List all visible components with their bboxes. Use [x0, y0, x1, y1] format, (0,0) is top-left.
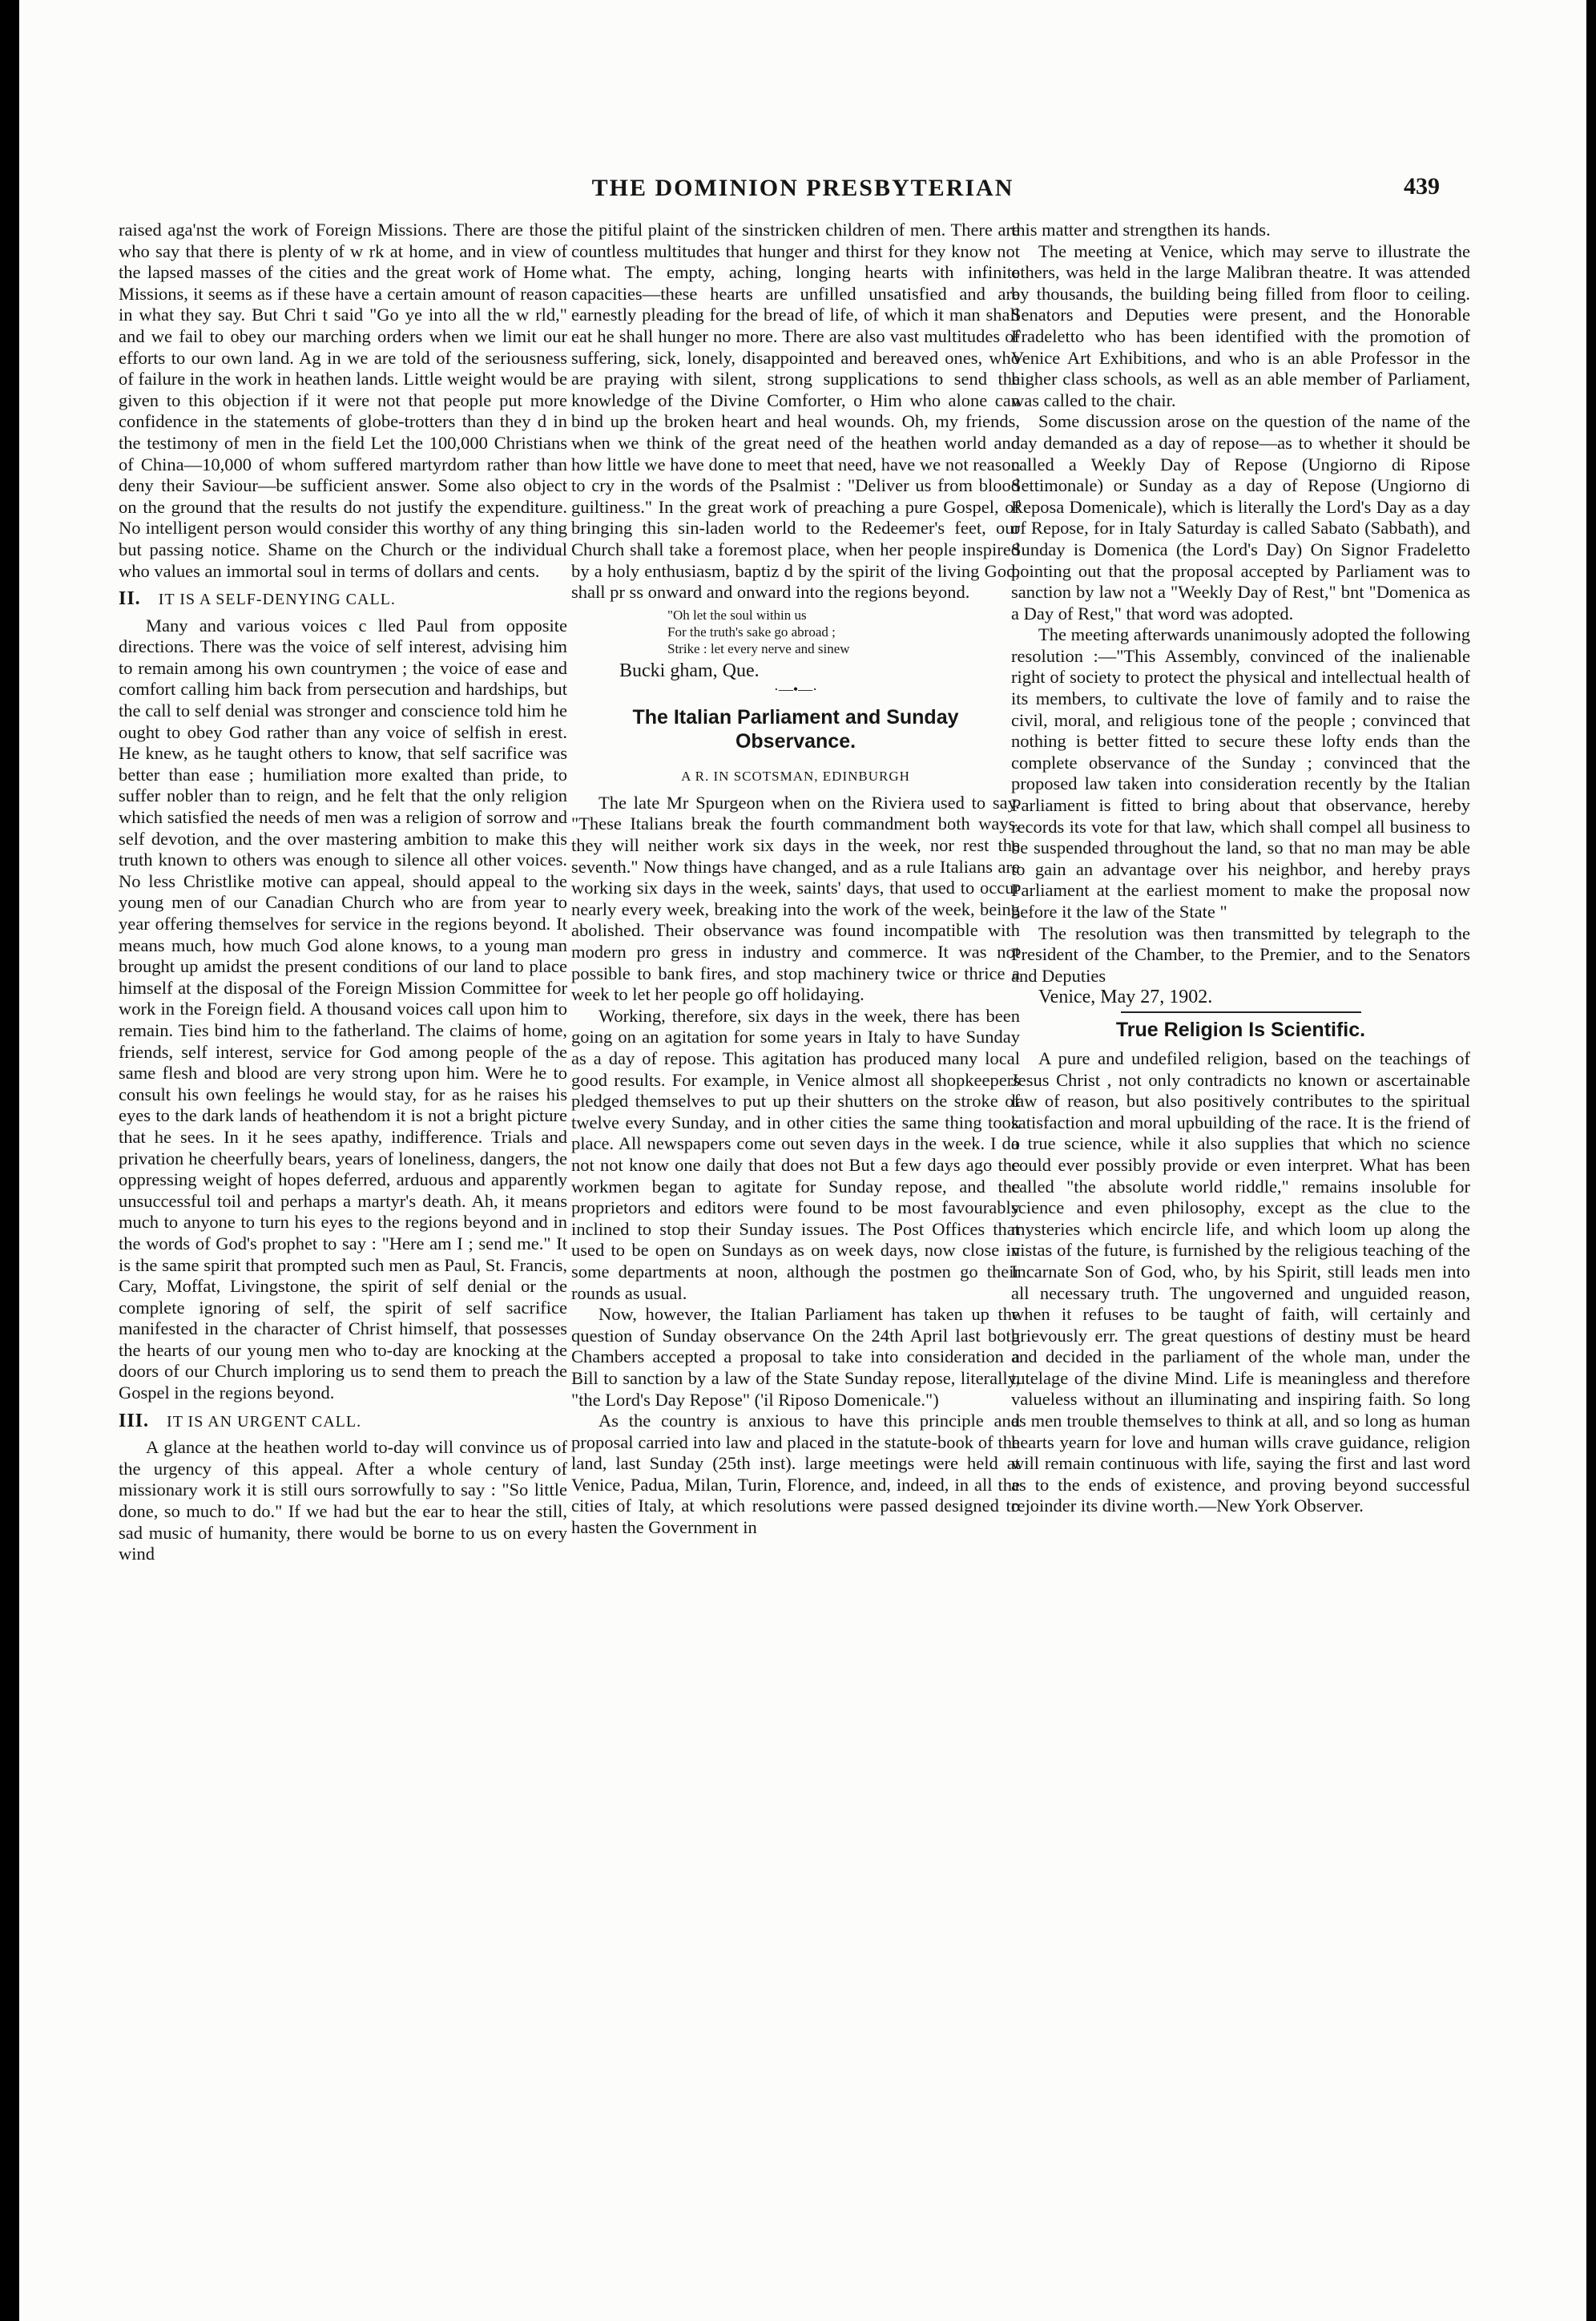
- paragraph: The meeting at Venice, which may serve to illustrate the others, was held in the large Malibran theatre. It was attended by thousands, the building being filled from floor to ceiling. Senators and Deputies were present, and the Honorable Fradeletto who has been identified with the promotion of Venice Art Exhibitions, and who is an able Professor in the higher class schools, as well as an able member of Parliament, was called to the chair.: [1011, 240, 1470, 410]
- paragraph: Some discussion arose on the question of the name of the day demanded as a day of repose—as to whether it should be called a Weekly Day of Repose (Ungiorno di Ripose Settimonale) or Sunday as a day of Repose (Ungiorno di Reposa Domenicale), which is literally the Lord's Day as a day of Repose, for in Italy Saturday is called Sabato (Sabbath), and Sunday is Domenica (the Lord's Day) On Signor Fradeletto pointing out that the proposal accepted by Parliament was to sanction by law not a "Weekly Day of Rest," bnt "Domenica as a Day of Rest," that word was adopted.: [1011, 411, 1470, 624]
- paragraph: this matter and strengthen its hands.: [1011, 220, 1271, 240]
- paragraph: The late Mr Spurgeon when on the Riviera used to say. "These Italians break the fourth commandment both ways, they will neither work six days in the week, nor rest the seventh." Now things have changed, and as a rule Italians are working six days in the week, saints' days, that used to occur nearly every week, breaking into the work of the week, being abolished. Their observance was found incompatible with modern pro gress in industry and commerce. It was not possible to bank fires, and stop machinery twice or thrice a week to let her people go off holidaying.: [571, 792, 1020, 1005]
- byline: A R. IN SCOTSMAN, EDINBURGH: [681, 769, 910, 785]
- section-number: III.: [119, 1410, 150, 1431]
- section-title: IT IS AN URGENT CALL.: [167, 1412, 362, 1431]
- section-number: II.: [119, 588, 141, 610]
- paragraph: A glance at the heathen world to-day will convince us of the urgency of this appeal. After a whole century of missionary work it is still ours sorrowfully to say : "So little done, so much to do." If we had but the ear to hear the still, sad music of humanity, there would be borne to us on every wind: [119, 1437, 567, 1564]
- paragraph: Working, therefore, six days in the week, there has been going on an agitation for some years in Italy to have Sunday as a day of repose. This agitation has produced many local good results. For example, in Venice almost all shopkeepers pledged themselves to put up their shutters on the stroke of twelve every Sunday, and in other cities the same thing took place. All newspapers come out seven days in the week. I do not not know one daily that does not But a few days ago the workmen began to agitate for Sunday repose, and the proprietors and editors were found to be most favourably inclined to stop their Sunday issues. The Post Offices that used to be open on Sundays as on week days, now close in some departments at noon, although the postmen go their rounds as usual.: [571, 1005, 1020, 1303]
- verse-line: "Oh let the soul within us: [667, 607, 807, 623]
- section-heading: [119, 1411, 567, 1433]
- ornament-divider: ·—•—·: [773, 681, 818, 698]
- column-3: [1011, 220, 1470, 2255]
- verse-line: Strike : let every nerve and sinew: [667, 640, 850, 656]
- section-title: IT IS A SELF-DENYING CALL.: [158, 591, 396, 609]
- page-header: [19, 175, 1586, 207]
- verse-line: For the truth's sake go abroad ;: [667, 624, 836, 640]
- article-title: True Religion Is Scientific.: [1115, 1018, 1366, 1041]
- column-1: [119, 220, 567, 2255]
- verse-quote: [667, 607, 1020, 657]
- paragraph: raised aga'nst the work of Foreign Missions. There are those who say that there is plenty of w rk at home, and in view of the lapsed masses of the cities and the great work of Home Missions, it seems as if these have a certain amount of reason in what they say. But Chri t said "Go ye into all the w rld," and we fail to obey our marching orders when we limit our efforts to our own land. Ag in we are told of the seriousness of failure in the work in heathen lands. Little weight would be given to this objection if it were not that people put more confidence in the statements of globe-trotters than they d in the testimony of men in the field Let the 100,000 Christians of China—10,000 of whom suffered martyrdom rather than deny their Saviour—be sufficient answer. Some also object on the ground that the results do not justify the expenditure. No intelligent person would consider this worthy of any thing but passing notice. Shame on the Church or the individual who values an immortal soul in terms of dollars and cents.: [119, 220, 567, 581]
- signoff: Bucki gham, Que.: [619, 660, 760, 681]
- newspaper-page: [19, 0, 1586, 2321]
- paragraph: The meeting afterwards unanimously adopted the following resolution :—"This Assembly, convinced of the inalienable right of society to protect the physical and intellectual health of its members, to cultivate the love of family and to raise the civil, moral, and religious tone of the people ; convinced that nothing is better fitted to secure these lofty ends than the complete observance of the Sunday ; convinced that the proposed law taken into consideration recently by the Italian Parliament is fitted to bring about that observance, hereby records its vote for that law, which shall compel all business to be suspended throughout the land, so that no man may be able to gain an advantage over his neighbor, and hereby prays Parliament at the earliest moment to make the proposal now before it the law of the State ": [1011, 624, 1470, 922]
- paragraph: the pitiful plaint of the sinstricken children of men. There are countless multitudes that hunger and thirst for they know not what. The empty, aching, longing hearts with infinite capacities—these hearts are unfilled unsatisfied and are earnestly pleading for the bread of life, of which it man shall eat he shall hunger no more. There are also vast multitudes of suffering, sick, lonely, disappointed and bereaved ones, who are praying with silent, strong supplications to send the knowledge of the Divine Comforter, o Him who alone can bind up the broken heart and heal wounds. Oh, my friends, when we think of the great need of the heathen world and how little we have done to meet that need, have we not reason to cry in the words of the Psalmist : "Deliver us from blood guiltiness." In the great work of preaching a pure Gospel, of bringing this sin-laden world to the Redeemer's feet, our Church shall take a foremost place, when her people inspired by a holy enthusiasm, baptiz d by the spirit of the living God, shall pr ss onward and onward into the regions beyond.: [571, 220, 1020, 603]
- section-heading: [119, 588, 567, 611]
- paragraph: As the country is anxious to have this principle and proposal carried into law and placed in the statute-book of the land, last Sunday (25th inst). large meetings were held at Venice, Padua, Milan, Turin, Florence, and, indeed, in all the cities of Italy, at which resolutions were passed designed to hasten the Government in: [571, 1411, 1020, 1538]
- paragraph: A pure and undefiled religion, based on the teachings of Jesus Christ , not only contradicts no known or ascertainable law of reason, but also positively contributes to the spiritual satisfaction and moral upbuilding of the race. It is the friend of a true science, while it also supplies that which no science could ever possibly provide or even interpret. What has been called "the absolute world riddle," remains insoluble for science and even philosophy, except as the clue to the mysteries which encircle life, and which loom up along the vistas of the future, is furnished by the religious teaching of the Incarnate Son of God, who, by his Spirit, still leads men into all necessary truth. The ungoverned and unguided reason, when it refuses to be taught of faith, will certainly and grievously err. The great questions of destiny must be heard and decided in the parliament of the whole man, under the tutelage of the divine Mind. Life is meaningless and therefore valueless without an illuminating and inspiring faith. So long as men trouble themselves to think at all, and so long as human hearts yearn for love and human wills crave guidance, religion will remain continuous with life, saying the first and last word as to the ends of existence, and proving beyond successful rejoinder its divine worth.—New York Observer.: [1011, 1047, 1470, 1516]
- running-title: THE DOMINION PRESBYTERIAN: [591, 175, 1014, 201]
- column-2: [571, 220, 1020, 2255]
- page-number: 439: [1404, 173, 1440, 200]
- divider-rule: [1121, 1011, 1361, 1013]
- paragraph: The resolution was then transmitted by telegraph to the President of the Chamber, to the Premier, and to the Senators and Deputies: [1011, 922, 1470, 986]
- paragraph: Many and various voices c lled Paul from opposite directions. There was the voice of self interest, advising him to remain among his own countrymen ; the voice of ease and comfort calling him back from persecution and hardships, but the call to self denial was stronger and conscience told him he ought to obey God rather than any voice of selfish in erest. He knew, as he taught others to know, that self sacrifice was better than ease ; humiliation more exalted than pride, to suffer nobler than to reign, and he felt that the only religion which satisfied the needs of men was a religion of sorrow and self devotion, and the over mastering ambition to make this truth known to others was enough to silence all other voices. No less Christlike motive can appeal, should appeal to the young men of our Canadian Church who are from year to year offering themselves for service in the regions beyond. It means much, how much God alone knows, to a young man brought up amidst the present conditions of our land to place himself at the disposal of the Foreign Mission Committee for work in the Foreign field. A thousand voices call upon him to remain. Ties bind him to the fatherland. The claims of home, friends, self interest, service for God among people of the same flesh and blood are very strong upon him. Were he to consult his own feelings he would stay, for as he raises his eyes to the dark lands of heathendom it is not a bright picture that he sees. In it he sees apathy, indifference. Trials and privation he cheerfully bears, years of loneliness, dangers, the oppressing weight of hopes deferred, arduous and apparently unsuccessful toil and perhaps a martyr's death. Ah, it means much to anyone to turn his eyes to the regions beyond and in the words of God's prophet to say : "Here am I ; send me." It is the same spirit that prompted such men as Paul, St. Francis, Cary, Moffat, Livingstone, the spirit of self denial or the complete ignoring of self, the spirit of self sacrifice manifested in the character of Christ himself, that possesses the hearts of our young men who to-day are knocking at the doors of our Church imploring us to send them to preach the Gospel in the regions beyond.: [119, 615, 567, 1403]
- paragraph: Now, however, the Italian Parliament has taken up the question of Sunday observance On the 24th April last both Chambers accepted a proposal to take into consideration a Bill to sanction by a law of the State Sunday repose, literally, "the Lord's Day Repose" ('il Riposo Domenicale."): [571, 1304, 1020, 1410]
- article-title: The Italian Parliament and Sunday Observance.: [632, 706, 959, 753]
- dateline: Venice, May 27, 1902.: [1038, 987, 1213, 1008]
